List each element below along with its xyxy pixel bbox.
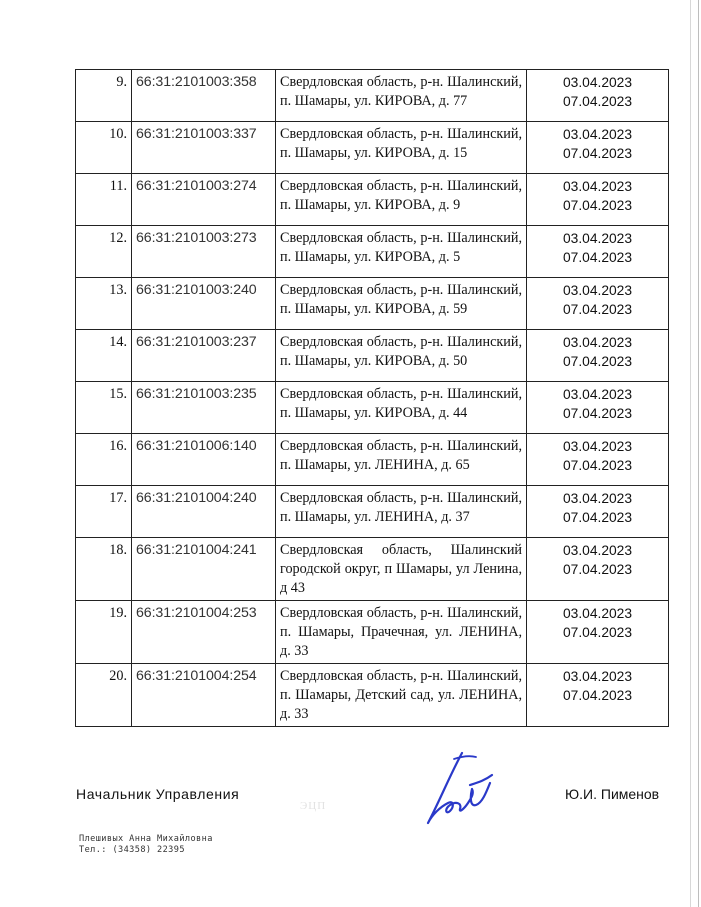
- faint-stamp-watermark: ЭЦП: [300, 800, 327, 812]
- cadastral-number: 66:31:2101004:254: [132, 664, 276, 727]
- date-end: 07.04.2023: [562, 250, 633, 265]
- cadastral-number: 66:31:2101004:253: [132, 601, 276, 664]
- registry-table-body: [76, 70, 669, 727]
- property-address: Свердловская область, р-н. Шалинский, п. Шамары, ул. КИРОВА, д. 77: [276, 70, 527, 122]
- table-row: [76, 601, 669, 664]
- date-end: 07.04.2023: [562, 198, 633, 213]
- date-start: 03.04.2023: [562, 387, 633, 402]
- date-start: 03.04.2023: [562, 231, 633, 246]
- cadastral-number: 66:31:2101003:358: [132, 70, 276, 122]
- date-end: 07.04.2023: [562, 510, 633, 525]
- date-range: [527, 278, 669, 330]
- executor-phone: Тел.: (34358) 22395: [79, 845, 185, 855]
- row-number: 11.: [76, 174, 132, 226]
- date-range: [527, 70, 669, 122]
- property-address: Свердловская область, р-н. Шалинский, п. Шамары, ул. КИРОВА, д. 50: [276, 330, 527, 382]
- table-row: [76, 174, 669, 226]
- cadastral-number: 66:31:2101003:240: [132, 278, 276, 330]
- property-address: Свердловская область, р-н. Шалинский, п. Шамары, ул. ЛЕНИНА, д. 37: [276, 486, 527, 538]
- cadastral-number: 66:31:2101006:140: [132, 434, 276, 486]
- property-address: Свердловская область, р-н. Шалинский, п. Шамары, ул. КИРОВА, д. 59: [276, 278, 527, 330]
- date-start: 03.04.2023: [562, 283, 633, 298]
- cadastral-number: 66:31:2101003:237: [132, 330, 276, 382]
- signatory-name: Ю.И. Пименов: [565, 786, 660, 802]
- date-end: 07.04.2023: [562, 94, 633, 109]
- date-start: 03.04.2023: [562, 179, 633, 194]
- row-number: 20.: [76, 664, 132, 727]
- date-start: 03.04.2023: [562, 335, 633, 350]
- page-edge-outer: [698, 0, 699, 907]
- property-address: Свердловская область, Шалинский городской округ, п Шамары, ул Ленина, д 43: [276, 538, 527, 601]
- date-range: [527, 538, 669, 601]
- date-start: 03.04.2023: [562, 669, 633, 684]
- date-range: [527, 382, 669, 434]
- row-number: 12.: [76, 226, 132, 278]
- row-number: 18.: [76, 538, 132, 601]
- cadastral-number: 66:31:2101004:241: [132, 538, 276, 601]
- property-address: Свердловская область, р-н. Шалинский, п. Шамары, ул. ЛЕНИНА, д. 65: [276, 434, 527, 486]
- date-range: [527, 122, 669, 174]
- date-end: 07.04.2023: [562, 354, 633, 369]
- page-edge: [690, 0, 691, 907]
- table-row: [76, 434, 669, 486]
- table-row: [76, 330, 669, 382]
- table-row: [76, 70, 669, 122]
- table-row: [76, 538, 669, 601]
- row-number: 9.: [76, 70, 132, 122]
- date-range: [527, 174, 669, 226]
- date-start: 03.04.2023: [562, 606, 633, 621]
- registry-table: [75, 69, 669, 727]
- row-number: 19.: [76, 601, 132, 664]
- table-row: [76, 486, 669, 538]
- date-end: 07.04.2023: [562, 406, 633, 421]
- date-range: [527, 330, 669, 382]
- table-row: [76, 664, 669, 727]
- row-number: 13.: [76, 278, 132, 330]
- date-end: 07.04.2023: [562, 625, 633, 640]
- table-row: [76, 382, 669, 434]
- signatory-position: Начальник Управления: [76, 786, 240, 802]
- table-row: [76, 226, 669, 278]
- row-number: 14.: [76, 330, 132, 382]
- row-number: 17.: [76, 486, 132, 538]
- executor-info: [79, 834, 213, 856]
- property-address: Свердловская область, р-н. Шалинский, п. Шамары, ул. КИРОВА, д. 15: [276, 122, 527, 174]
- cadastral-number: 66:31:2101003:337: [132, 122, 276, 174]
- cadastral-number: 66:31:2101003:273: [132, 226, 276, 278]
- row-number: 15.: [76, 382, 132, 434]
- date-end: 07.04.2023: [562, 688, 633, 703]
- date-start: 03.04.2023: [562, 75, 633, 90]
- table-row: [76, 278, 669, 330]
- property-address: Свердловская область, р-н. Шалинский, п. Шамары, ул. КИРОВА, д. 9: [276, 174, 527, 226]
- date-start: 03.04.2023: [562, 439, 633, 454]
- row-number: 10.: [76, 122, 132, 174]
- date-range: [527, 486, 669, 538]
- row-number: 16.: [76, 434, 132, 486]
- date-range: [527, 434, 669, 486]
- cadastral-number: 66:31:2101003:274: [132, 174, 276, 226]
- date-start: 03.04.2023: [562, 543, 633, 558]
- date-end: 07.04.2023: [562, 302, 633, 317]
- cadastral-number: 66:31:2101003:235: [132, 382, 276, 434]
- date-range: [527, 601, 669, 664]
- date-start: 03.04.2023: [562, 491, 633, 506]
- signature: [410, 745, 500, 835]
- date-range: [527, 664, 669, 727]
- date-range: [527, 226, 669, 278]
- property-address: Свердловская область, р-н. Шалинский, п. Шамары, ул. КИРОВА, д. 44: [276, 382, 527, 434]
- table-row: [76, 122, 669, 174]
- date-start: 03.04.2023: [562, 127, 633, 142]
- property-address: Свердловская область, р-н. Шалинский, п. Шамары, Прачечная, ул. ЛЕНИНА, д. 33: [276, 601, 527, 664]
- date-end: 07.04.2023: [562, 458, 633, 473]
- executor-name: Плешивых Анна Михайловна: [79, 834, 213, 844]
- date-end: 07.04.2023: [562, 146, 633, 161]
- property-address: Свердловская область, р-н. Шалинский, п. Шамары, Детский сад, ул. ЛЕНИНА, д. 33: [276, 664, 527, 727]
- property-address: Свердловская область, р-н. Шалинский, п. Шамары, ул. КИРОВА, д. 5: [276, 226, 527, 278]
- cadastral-number: 66:31:2101004:240: [132, 486, 276, 538]
- date-end: 07.04.2023: [562, 562, 633, 577]
